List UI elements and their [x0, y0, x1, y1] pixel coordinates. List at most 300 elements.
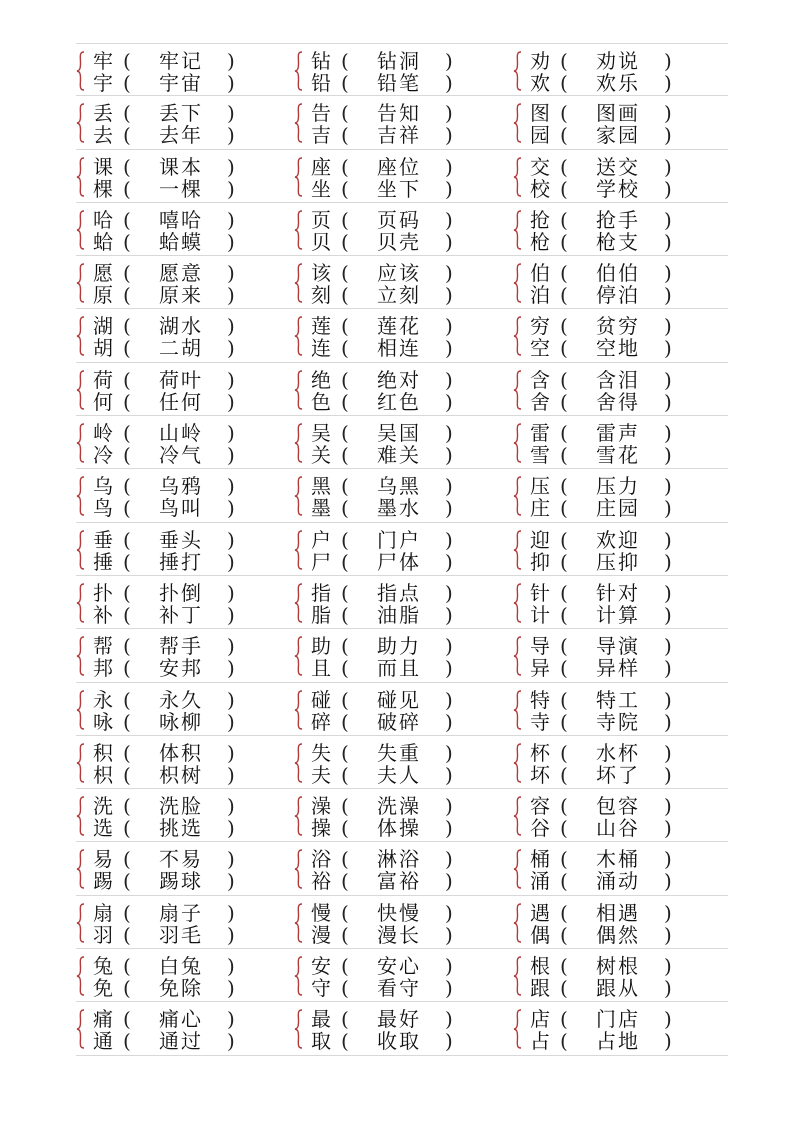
- character: 劝: [530, 49, 550, 73]
- close-paren: ): [664, 314, 672, 339]
- curly-brace-icon: [76, 956, 86, 996]
- example-word: 特工: [596, 687, 640, 712]
- curly-brace-icon: [294, 690, 304, 730]
- character: 荷: [93, 367, 113, 392]
- example-word: 荷叶: [159, 367, 203, 392]
- curly-brace-icon: [513, 103, 523, 143]
- example-word: 任何: [159, 389, 203, 414]
- example-word: 学校: [596, 176, 640, 201]
- character: 异: [530, 656, 550, 681]
- example-word: 牢记: [159, 49, 203, 73]
- close-paren: ): [664, 816, 672, 841]
- example-word: 冷气: [159, 443, 203, 468]
- open-paren: (: [123, 922, 131, 947]
- open-paren: (: [341, 261, 349, 286]
- curly-brace-icon: [294, 370, 304, 410]
- word-pair-row: [76, 896, 728, 949]
- example-word: 门店: [596, 1007, 640, 1032]
- curly-brace-icon: [294, 903, 304, 943]
- close-paren: ): [664, 794, 672, 819]
- close-paren: ): [227, 580, 235, 605]
- example-word: 抢手: [596, 207, 640, 232]
- close-paren: ): [445, 123, 453, 148]
- curly-brace-icon: [513, 476, 523, 516]
- character: 座: [311, 154, 331, 179]
- close-paren: ): [445, 634, 453, 659]
- character: 园: [530, 123, 550, 148]
- close-paren: ): [664, 1007, 672, 1032]
- open-paren: (: [123, 229, 131, 254]
- character: 铅: [311, 71, 331, 95]
- open-paren: (: [341, 847, 349, 872]
- curly-brace-icon: [513, 583, 523, 623]
- close-paren: ): [664, 602, 672, 627]
- character: 吉: [311, 123, 331, 148]
- curly-brace-icon: [513, 956, 523, 996]
- character: 欢: [530, 71, 550, 95]
- open-paren: (: [560, 527, 568, 552]
- curly-brace-icon: [513, 743, 523, 783]
- example-word: 二胡: [159, 336, 203, 361]
- character: 守: [311, 976, 331, 1001]
- character: 坏: [530, 762, 550, 787]
- example-word: 门户: [377, 527, 421, 552]
- close-paren: ): [664, 954, 672, 979]
- word-pair-sheet: [76, 43, 728, 1056]
- word-pair-row: [76, 469, 728, 522]
- open-paren: (: [560, 496, 568, 521]
- character: 空: [530, 336, 550, 361]
- example-word: 夫人: [377, 762, 421, 787]
- example-word: 庄园: [596, 496, 640, 521]
- character: 墨: [311, 496, 331, 521]
- curly-brace-icon: [513, 210, 523, 250]
- example-word: 湖水: [159, 314, 203, 339]
- character: 跟: [530, 976, 550, 1001]
- example-word: 针对: [596, 580, 640, 605]
- curly-brace-icon: [76, 103, 86, 143]
- character: 容: [530, 794, 550, 819]
- example-word: 扇子: [159, 900, 203, 925]
- open-paren: (: [341, 123, 349, 148]
- open-paren: (: [123, 549, 131, 574]
- open-paren: (: [560, 154, 568, 179]
- word-pair-row: [76, 203, 728, 256]
- open-paren: (: [560, 1007, 568, 1032]
- open-paren: (: [341, 421, 349, 446]
- character: 邦: [93, 656, 113, 681]
- character: 湖: [93, 314, 113, 339]
- example-word: 坏了: [596, 762, 640, 787]
- open-paren: (: [123, 474, 131, 499]
- open-paren: (: [123, 421, 131, 446]
- example-word: 压抑: [596, 549, 640, 574]
- character: 户: [311, 527, 331, 552]
- close-paren: ): [445, 527, 453, 552]
- close-paren: ): [227, 1029, 235, 1054]
- example-word: 页码: [377, 207, 421, 232]
- example-word: 不易: [159, 847, 203, 872]
- example-word: 山谷: [596, 816, 640, 841]
- open-paren: (: [123, 900, 131, 925]
- curly-brace-icon: [513, 690, 523, 730]
- example-word: 墨水: [377, 496, 421, 521]
- close-paren: ): [664, 580, 672, 605]
- character: 雪: [530, 443, 550, 468]
- open-paren: (: [123, 443, 131, 468]
- character: 捶: [93, 549, 113, 574]
- open-paren: (: [341, 602, 349, 627]
- example-word: 扑倒: [159, 580, 203, 605]
- example-word: 一棵: [159, 176, 203, 201]
- example-word: 莲花: [377, 314, 421, 339]
- curly-brace-icon: [76, 210, 86, 250]
- character: 蛤: [93, 229, 113, 254]
- open-paren: (: [341, 976, 349, 1001]
- example-word: 免除: [159, 976, 203, 1001]
- example-word: 跟从: [596, 976, 640, 1001]
- example-word: 相连: [377, 336, 421, 361]
- character: 易: [93, 847, 113, 872]
- open-paren: (: [560, 816, 568, 841]
- example-word: 乌鸦: [159, 474, 203, 499]
- open-paren: (: [123, 283, 131, 308]
- open-paren: (: [341, 367, 349, 392]
- example-word: 钻洞: [377, 49, 421, 73]
- example-word: 吴国: [377, 421, 421, 446]
- open-paren: (: [560, 656, 568, 681]
- open-paren: (: [560, 474, 568, 499]
- character: 校: [530, 176, 550, 201]
- close-paren: ): [664, 709, 672, 734]
- open-paren: (: [560, 101, 568, 126]
- open-paren: (: [341, 687, 349, 712]
- close-paren: ): [227, 154, 235, 179]
- close-paren: ): [445, 794, 453, 819]
- example-word: 送交: [596, 154, 640, 179]
- character: 最: [311, 1007, 331, 1032]
- character: 痛: [93, 1007, 113, 1032]
- example-word: 鸟叫: [159, 496, 203, 521]
- character: 占: [530, 1029, 550, 1054]
- close-paren: ): [664, 474, 672, 499]
- curly-brace-icon: [76, 583, 86, 623]
- curly-brace-icon: [294, 263, 304, 303]
- character: 洗: [93, 794, 113, 819]
- character: 刻: [311, 283, 331, 308]
- word-pair-row: [76, 1002, 728, 1055]
- word-pair-row: [76, 683, 728, 736]
- example-word: 立刻: [377, 283, 421, 308]
- example-word: 捶打: [159, 549, 203, 574]
- example-word: 树根: [596, 954, 640, 979]
- character: 扑: [93, 580, 113, 605]
- close-paren: ): [227, 49, 235, 73]
- open-paren: (: [123, 49, 131, 73]
- curly-brace-icon: [513, 636, 523, 676]
- character: 交: [530, 154, 550, 179]
- close-paren: ): [227, 954, 235, 979]
- example-word: 乌黑: [377, 474, 421, 499]
- curly-brace-icon: [76, 1009, 86, 1049]
- curly-brace-icon: [294, 956, 304, 996]
- character: 浴: [311, 847, 331, 872]
- example-word: 垂头: [159, 527, 203, 552]
- open-paren: (: [341, 709, 349, 734]
- close-paren: ): [227, 794, 235, 819]
- example-word: 应该: [377, 261, 421, 286]
- character: 导: [530, 634, 550, 659]
- close-paren: ): [227, 740, 235, 765]
- close-paren: ): [445, 314, 453, 339]
- close-paren: ): [445, 101, 453, 126]
- word-pair-row: [76, 416, 728, 469]
- character: 含: [530, 367, 550, 392]
- close-paren: ): [227, 421, 235, 446]
- close-paren: ): [227, 283, 235, 308]
- character: 宇: [93, 71, 113, 95]
- character: 钻: [311, 49, 331, 73]
- open-paren: (: [560, 49, 568, 73]
- character: 关: [311, 443, 331, 468]
- close-paren: ): [445, 900, 453, 925]
- example-word: 课本: [159, 154, 203, 179]
- close-paren: ): [445, 954, 453, 979]
- open-paren: (: [341, 176, 349, 201]
- character: 垂: [93, 527, 113, 552]
- example-word: 欢迎: [596, 527, 640, 552]
- curly-brace-icon: [294, 796, 304, 836]
- example-word: 劝说: [596, 49, 640, 73]
- example-word: 压力: [596, 474, 640, 499]
- example-word: 计算: [596, 602, 640, 627]
- character: 免: [93, 976, 113, 1001]
- character: 漫: [311, 922, 331, 947]
- open-paren: (: [341, 762, 349, 787]
- curly-brace-icon: [513, 796, 523, 836]
- close-paren: ): [227, 816, 235, 841]
- curly-brace-icon: [76, 849, 86, 889]
- close-paren: ): [664, 740, 672, 765]
- open-paren: (: [123, 1007, 131, 1032]
- example-word: 铅笔: [377, 71, 421, 95]
- example-word: 补丁: [159, 602, 203, 627]
- close-paren: ): [664, 847, 672, 872]
- example-word: 去年: [159, 123, 203, 148]
- curly-brace-icon: [513, 530, 523, 570]
- open-paren: (: [560, 207, 568, 232]
- character: 丢: [93, 101, 113, 126]
- open-paren: (: [123, 176, 131, 201]
- curly-brace-icon: [294, 743, 304, 783]
- open-paren: (: [560, 123, 568, 148]
- close-paren: ): [445, 154, 453, 179]
- open-paren: (: [341, 1029, 349, 1054]
- example-word: 帮手: [159, 634, 203, 659]
- open-paren: (: [341, 740, 349, 765]
- word-pair-row: [76, 629, 728, 682]
- close-paren: ): [664, 869, 672, 894]
- open-paren: (: [560, 634, 568, 659]
- close-paren: ): [445, 656, 453, 681]
- example-word: 助力: [377, 634, 421, 659]
- close-paren: ): [227, 123, 235, 148]
- open-paren: (: [560, 869, 568, 894]
- open-paren: (: [123, 954, 131, 979]
- example-word: 富裕: [377, 869, 421, 894]
- close-paren: ): [445, 336, 453, 361]
- example-word: 家园: [596, 123, 640, 148]
- character: 泊: [530, 283, 550, 308]
- close-paren: ): [227, 336, 235, 361]
- close-paren: ): [445, 421, 453, 446]
- curly-brace-icon: [76, 263, 86, 303]
- open-paren: (: [560, 389, 568, 414]
- character: 莲: [311, 314, 331, 339]
- curly-brace-icon: [76, 903, 86, 943]
- curly-brace-icon: [513, 263, 523, 303]
- open-paren: (: [560, 314, 568, 339]
- close-paren: ): [227, 656, 235, 681]
- example-word: 踢球: [159, 869, 203, 894]
- open-paren: (: [123, 1029, 131, 1054]
- open-paren: (: [123, 336, 131, 361]
- close-paren: ): [664, 261, 672, 286]
- close-paren: ): [664, 229, 672, 254]
- character: 告: [311, 101, 331, 126]
- example-word: 伯伯: [596, 261, 640, 286]
- close-paren: ): [664, 549, 672, 574]
- character: 吴: [311, 421, 331, 446]
- character: 冷: [93, 443, 113, 468]
- character: 何: [93, 389, 113, 414]
- character: 助: [311, 634, 331, 659]
- curly-brace-icon: [76, 157, 86, 197]
- open-paren: (: [560, 580, 568, 605]
- curly-brace-icon: [513, 849, 523, 889]
- character: 页: [311, 207, 331, 232]
- word-pair-row: [76, 789, 728, 842]
- close-paren: ): [227, 869, 235, 894]
- character: 碎: [311, 709, 331, 734]
- open-paren: (: [560, 261, 568, 286]
- open-paren: (: [341, 922, 349, 947]
- open-paren: (: [123, 869, 131, 894]
- open-paren: (: [560, 762, 568, 787]
- close-paren: ): [445, 709, 453, 734]
- example-word: 枪支: [596, 229, 640, 254]
- close-paren: ): [445, 261, 453, 286]
- character: 安: [311, 954, 331, 979]
- curly-brace-icon: [76, 316, 86, 356]
- example-word: 吉祥: [377, 123, 421, 148]
- open-paren: (: [560, 367, 568, 392]
- example-word: 丢下: [159, 101, 203, 126]
- open-paren: (: [123, 580, 131, 605]
- character: 庄: [530, 496, 550, 521]
- character: 岭: [93, 421, 113, 446]
- close-paren: ): [227, 314, 235, 339]
- character: 胡: [93, 336, 113, 361]
- word-pair-row: [76, 949, 728, 1002]
- close-paren: ): [227, 71, 235, 95]
- character: 踢: [93, 869, 113, 894]
- character: 指: [311, 580, 331, 605]
- open-paren: (: [123, 602, 131, 627]
- character: 课: [93, 154, 113, 179]
- open-paren: (: [123, 687, 131, 712]
- example-word: 快慢: [377, 900, 421, 925]
- character: 贝: [311, 229, 331, 254]
- example-word: 痛心: [159, 1007, 203, 1032]
- curly-brace-icon: [76, 370, 86, 410]
- example-word: 枳树: [159, 762, 203, 787]
- close-paren: ): [227, 261, 235, 286]
- character: 根: [530, 954, 550, 979]
- close-paren: ): [445, 229, 453, 254]
- character: 图: [530, 101, 550, 126]
- example-word: 羽毛: [159, 922, 203, 947]
- open-paren: (: [123, 123, 131, 148]
- open-paren: (: [123, 634, 131, 659]
- character: 且: [311, 656, 331, 681]
- close-paren: ): [664, 389, 672, 414]
- example-word: 宇宙: [159, 71, 203, 95]
- character: 牢: [93, 49, 113, 73]
- open-paren: (: [341, 816, 349, 841]
- character: 操: [311, 816, 331, 841]
- character: 涌: [530, 869, 550, 894]
- character: 慢: [311, 900, 331, 925]
- open-paren: (: [560, 954, 568, 979]
- example-word: 木桶: [596, 847, 640, 872]
- close-paren: ): [227, 549, 235, 574]
- close-paren: ): [445, 49, 453, 73]
- open-paren: (: [123, 207, 131, 232]
- character: 该: [311, 261, 331, 286]
- example-word: 碰见: [377, 687, 421, 712]
- open-paren: (: [123, 261, 131, 286]
- example-word: 指点: [377, 580, 421, 605]
- open-paren: (: [341, 900, 349, 925]
- open-paren: (: [341, 954, 349, 979]
- open-paren: (: [560, 847, 568, 872]
- character: 羽: [93, 922, 113, 947]
- example-word: 贝壳: [377, 229, 421, 254]
- open-paren: (: [560, 794, 568, 819]
- open-paren: (: [123, 101, 131, 126]
- example-word: 水杯: [596, 740, 640, 765]
- open-paren: (: [560, 922, 568, 947]
- character: 通: [93, 1029, 113, 1054]
- example-word: 相遇: [596, 900, 640, 925]
- curly-brace-icon: [513, 51, 523, 91]
- example-word: 包容: [596, 794, 640, 819]
- close-paren: ): [445, 740, 453, 765]
- character: 压: [530, 474, 550, 499]
- curly-brace-icon: [294, 210, 304, 250]
- close-paren: ): [445, 762, 453, 787]
- close-paren: ): [664, 976, 672, 1001]
- close-paren: ): [445, 869, 453, 894]
- open-paren: (: [123, 389, 131, 414]
- character: 黑: [311, 474, 331, 499]
- word-pair-row: [76, 576, 728, 629]
- open-paren: (: [560, 336, 568, 361]
- open-paren: (: [341, 314, 349, 339]
- open-paren: (: [341, 1007, 349, 1032]
- open-paren: (: [560, 900, 568, 925]
